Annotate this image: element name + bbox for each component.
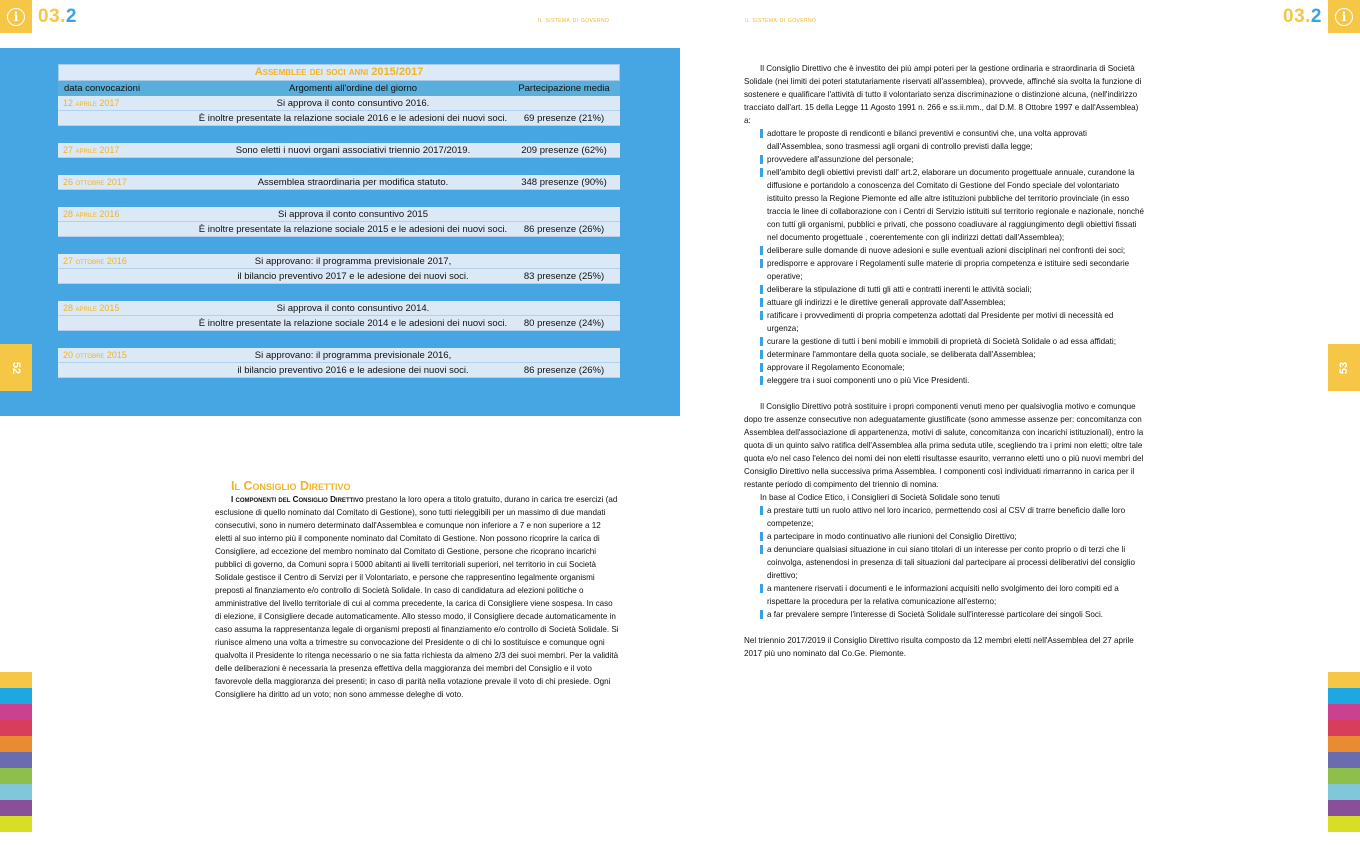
cell-date: 26 ottobre 2017 — [63, 177, 127, 187]
color-swatch — [1328, 800, 1360, 816]
table-row — [58, 316, 620, 331]
cell-topic: È inoltre presentate la relazione sociale 2015 e le adesioni dei nuovi soci. — [198, 224, 508, 235]
consiglio-section — [215, 479, 620, 701]
running-head-left: il sistema di governo — [538, 15, 610, 24]
table-row — [58, 301, 620, 316]
list-item: a prestare tutti un ruolo attivo nel loro incarico, permettendo così al CSV di trarre beneficio dalle loro competenze; — [760, 504, 1144, 530]
table-title: Assemblee dei soci anni 2015/2017 — [58, 64, 620, 81]
list-item: provvedere all'assunzione del personale; — [760, 153, 1144, 166]
info-icon: i — [7, 8, 25, 26]
page-number-right: 53 — [1338, 361, 1350, 374]
page-number-left: 52 — [10, 361, 22, 374]
table-row — [58, 175, 620, 190]
color-swatch — [0, 672, 32, 688]
color-swatch — [1328, 752, 1360, 768]
cell-participation: 83 presenze (25%) — [523, 271, 605, 282]
color-swatch — [1328, 816, 1360, 832]
table-row — [58, 207, 620, 222]
section-heading: Il Consiglio Direttivo — [231, 479, 351, 493]
lead-phrase: I componenti del Consiglio Direttivo — [231, 495, 364, 504]
running-head-right: il sistema di governo — [745, 15, 817, 24]
corner-tab-left — [0, 0, 32, 33]
cell-topic: Assemblea straordinaria per modifica statuto. — [257, 177, 449, 188]
color-swatch — [1328, 784, 1360, 800]
consiglio-paragraph — [215, 493, 620, 701]
table-row — [58, 143, 620, 158]
list-item: deliberare la stipulazione di tutti gli atti e contratti inerenti le attività sociali; — [760, 283, 1144, 296]
page-number-tab-right — [1328, 344, 1360, 391]
list-item: determinare l'ammontare della quota sociale, se deliberata dall'Assemblea; — [760, 348, 1144, 361]
list-item: a denunciare qualsiasi situazione in cui siano titolari di un interesse per conto proprio o di terzi che li coinvolga, astenendosi in presenza di tali situazioni dal partecipare ai processi deliberativi del consiglio direttivo; — [760, 543, 1144, 582]
cell-date: 12 aprile 2017 — [63, 98, 120, 108]
cell-date — [58, 222, 198, 236]
cell-topic: Si approvano: il programma previsionale 2017, — [254, 256, 452, 267]
cell-topic: Sono eletti i nuovi organi associativi triennio 2017/2019. — [235, 145, 471, 156]
list-item: deliberare sulle domande di nuove adesioni e sulle eventuali azioni disciplinari nei confronti dei soci; — [760, 244, 1144, 257]
color-swatch — [0, 704, 32, 720]
color-swatch — [0, 688, 32, 704]
color-swatch — [1328, 736, 1360, 752]
cell-topic: il bilancio preventivo 2016 e le adesione dei nuovi soci. — [237, 365, 469, 376]
duties-list — [760, 127, 1144, 387]
cell-date: 27 ottobre 2016 — [63, 256, 127, 266]
ethics-list — [760, 504, 1144, 621]
table-body — [58, 96, 620, 378]
right-page-column — [744, 62, 1144, 660]
cell-topic: È inoltre presentate la relazione sociale 2016 e le adesioni dei nuovi soci. — [198, 113, 508, 124]
table-row — [58, 348, 620, 363]
cell-date — [58, 269, 198, 283]
list-item: predisporre e approvare i Regolamenti sulle materie di propria competenza e istituire sedi secondarie operative; — [760, 257, 1144, 283]
intro-paragraph: Il Consiglio Direttivo che è investito dei più ampi poteri per la gestione ordinaria e straordinaria di Società Solidale (nei limiti dei poteri statutariamente riservati all'assemblea), provvede, affinché sia svolta la funzione di sostenere e qualificare l'attività di tutto il volontariato senza discriminazione o distinzione alcuna, (nell'indirizzo tracciato dall'art. 15 della Legge 11 Agosto 1991 n. 266 e ss.ii.mm., dal D.M. 8 Ottobre 1997 e dall'Assemblea) a: — [744, 64, 1142, 125]
color-swatch — [0, 800, 32, 816]
table-row — [58, 96, 620, 111]
table-row — [58, 222, 620, 237]
cell-date: 28 aprile 2015 — [63, 303, 120, 313]
cell-participation — [508, 96, 620, 110]
table-row — [58, 363, 620, 378]
cell-participation: 348 presenze (90%) — [521, 177, 607, 188]
list-item: eleggere tra i suoi componenti uno o più Vice Presidenti. — [760, 374, 1144, 387]
cell-participation: 86 presenze (26%) — [523, 365, 605, 376]
cell-topic: Si approvano: il programma previsionale 2016, — [254, 350, 452, 361]
color-swatch — [0, 736, 32, 752]
assemblies-table — [58, 64, 620, 378]
list-item: a far prevalere sempre l'interesse di Società Solidale sull'interesse particolare dei singoli Soci. — [760, 608, 1144, 621]
color-swatch — [1328, 688, 1360, 704]
table-row — [58, 269, 620, 284]
color-swatch — [0, 784, 32, 800]
color-swatch — [0, 768, 32, 784]
cell-participation: 209 presenze (62%) — [521, 145, 607, 156]
cell-participation — [508, 207, 620, 221]
color-strip-left — [0, 672, 32, 832]
section-number-left: 03.2 — [38, 6, 77, 27]
color-strip-right — [1328, 672, 1360, 832]
cell-topic: Si approva il conto consuntivo 2015 — [278, 209, 428, 220]
list-item: curare la gestione di tutti i beni mobili e immobili di proprietà di Società Solidale o ad essa affidati; — [760, 335, 1144, 348]
color-swatch — [1328, 720, 1360, 736]
section-number-right: 03.2 — [1283, 6, 1322, 27]
cell-date — [58, 316, 198, 330]
cell-date: 27 aprile 2017 — [63, 145, 120, 155]
page-number-tab-left — [0, 344, 32, 391]
list-item: ratificare i provvedimenti di propria competenza adottati dal Presidente per motivi di necessità ed urgenza; — [760, 309, 1144, 335]
cell-topic: Si approva il conto consuntivo 2014. — [276, 303, 430, 314]
cell-date — [58, 363, 198, 377]
cell-participation — [508, 254, 620, 268]
consiglio-body: prestano la loro opera a titolo gratuito, durano in carica tre esercizi (ad esclusione di quello nominato dal Comitato di Gestione), sono tutti rieleggibili per un massimo di due mandati consecutivi, sono in numero determinato dall'Assemblea e comunque non inferiore a 7 e non superiore a 12 eletti al suo interno più il componente nominato dal Comitato di Gestione. Non possono ricoprire la carica di Consigliere, ad eccezione del membro nominato dal Comitato di Gestione, persone che ricoprano incarichi pubblici di governo, da Comuni sopra i 5000 abitanti ai livelli territoriali superiori, nel territorio in cui Società Solidale gestisce il Centro di Servizi per il Volontariato, e persone che rappresentino legalmente organismi preposti al finanziamento e/o controllo di Società Solidale. In caso di candidatura ad elezioni politiche o amministrative del livello territoriale di cui al comma precedente, la carica di Consigliere viene sospesa. In caso di elezione, il Consigliere decade automaticamente. Allo stesso modo, il Consigliere decade automaticamente in caso assuma la rappresentanza legale di organismi preposti al finanziamento e/o controllo di Società Solidale. Si riunisce almeno una volta a trimestre su convocazione del Presidente o di chi lo sostituisce e comunque ogni qualvolta il Presidente lo ritenga necessario o ne sia fatta richiesta da almeno 2/3 dei suoi membri. Per la validità delle deliberazioni è necessaria la presenza effettiva della maggioranza dei membri del Consiglio e il voto favorevole della maggioranza dei presenti; in caso di parità nella votazione prevale il voto di chi presiede. Ogni Consigliere ha diritto ad un voto; non sono ammesse deleghe di voto. — [215, 495, 619, 699]
substitution-paragraph: Il Consiglio Direttivo potrà sostituire i propri componenti venuti meno per qualsivoglia motivo e comunque dopo tre assenze consecutive non adeguatamente giustificate (sono ammesse assenze per: concomitanza con Assemblea dell'associazione di appartenenza, motivi di salute, concomitanza con incarichi istituzionali), entro la quota di un quinto salvo ratifica dell'Assemblea alla prima seduta utile, scegliendo tra i primi non eletti; oltre tale quota e/o nel caso l'elenco dei nomi dei non eletti risultasse esaurito, verranno eletti uno o più nuovi membri del Consiglio Direttivo nella successiva prima Assemblea. I componenti così individuati rimarranno in carica per il restante periodo di compimento del triennio di nomina. — [744, 402, 1144, 489]
closing-paragraph: Nel triennio 2017/2019 il Consiglio Direttivo risulta composto da 12 membri eletti nell'Assemblea del 27 aprile 2017 più uno nominato dal Co.Ge. Piemonte. — [744, 636, 1134, 658]
list-item: a partecipare in modo continuativo alle riunioni del Consiglio Direttivo; — [760, 530, 1144, 543]
color-swatch — [0, 816, 32, 832]
list-item: approvare il Regolamento Economale; — [760, 361, 1144, 374]
cell-participation — [508, 348, 620, 362]
table-header — [58, 81, 620, 96]
cell-participation: 86 presenze (26%) — [523, 224, 605, 235]
cell-participation — [508, 301, 620, 315]
header-date: data convocazioni — [64, 83, 141, 94]
table-row — [58, 111, 620, 126]
cell-topic: il bilancio preventivo 2017 e le adesione dei nuovi soci. — [237, 271, 469, 282]
corner-tab-right — [1328, 0, 1360, 33]
ethics-intro: In base al Codice Etico, i Consiglieri di Società Solidale sono tenuti — [760, 493, 1000, 502]
color-swatch — [0, 752, 32, 768]
color-swatch — [0, 720, 32, 736]
header-topic: Argomenti all'ordine del giorno — [288, 83, 418, 94]
info-icon: i — [1335, 8, 1353, 26]
list-item: attuare gli indirizzi e le direttive generali approvate dall'Assemblea; — [760, 296, 1144, 309]
cell-date — [58, 111, 198, 125]
cell-date: 20 ottobre 2015 — [63, 350, 127, 360]
color-swatch — [1328, 672, 1360, 688]
color-swatch — [1328, 768, 1360, 784]
list-item: nell'ambito degli obiettivi previsti dall' art.2, elaborare un documento progettuale annuale, curandone la diffusione e portandolo a conoscenza del Comitato di Gestione del Fondo speciale del volontariato istituito presso la Regione Piemonte ed alle altre istituzioni pubbliche del territorio provinciale (in esso traccia le linee di collaborazione con i Centri di Servizio istituiti sul territorio regionale e nazionale, nonché con tutti gli organismi, pubblici e privati, che possono coadiuvare al raggiungimento degli obiettivi fissati nel documento progettuale , coerentemente con gli indirizzi dettati dall'Assemblea); — [760, 166, 1144, 244]
header-participation: Partecipazione media — [518, 83, 610, 94]
list-item: adottare le proposte di rendiconti e bilanci preventivi e consuntivi che, una volta approvati dall'Assemblea, sono trasmessi agli organi di controllo previsti dalla legge; — [760, 127, 1144, 153]
cell-participation: 69 presenze (21%) — [523, 113, 605, 124]
table-row — [58, 254, 620, 269]
cell-date: 28 aprile 2016 — [63, 209, 120, 219]
color-swatch — [1328, 704, 1360, 720]
cell-topic: È inoltre presentate la relazione sociale 2014 e le adesioni dei nuovi soci. — [198, 318, 508, 329]
list-item: a mantenere riservati i documenti e le informazioni acquisiti nello svolgimento dei loro compiti ed a rispettare la procedura per la relativa comunicazione all'esterno; — [760, 582, 1144, 608]
cell-participation: 80 presenze (24%) — [523, 318, 605, 329]
cell-topic: Si approva il conto consuntivo 2016. — [276, 98, 430, 109]
